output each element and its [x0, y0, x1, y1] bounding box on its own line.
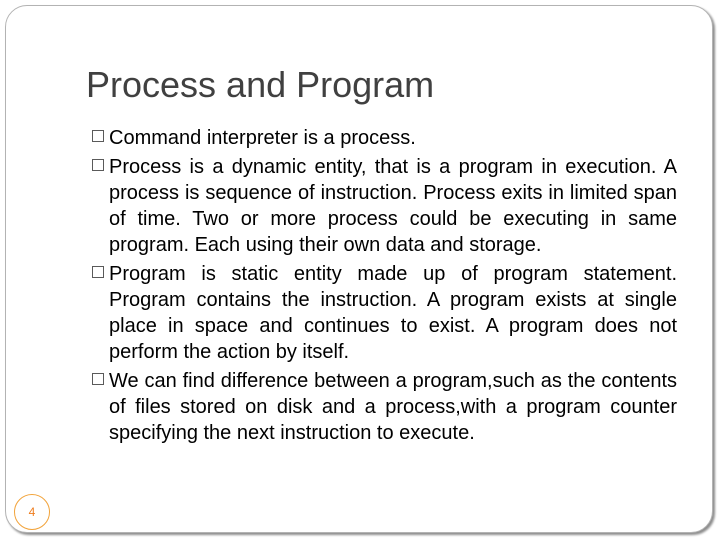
bullet-item: [92, 154, 677, 258]
page-number: 4: [28, 505, 36, 519]
bullet-item: [92, 125, 677, 151]
bullet-text: We can find difference between a program,such as the contents of files stored on disk and a process,with a program counter specifying the next instruction to execute.: [109, 370, 677, 444]
bullet-text: Command interpreter is a process.: [109, 127, 416, 149]
checkbox-bullet-icon: [92, 159, 104, 171]
slide-title: Process and Program: [86, 64, 435, 105]
slide-frame: [5, 5, 713, 533]
checkbox-bullet-icon: [92, 373, 104, 385]
page-number-badge: [14, 494, 50, 530]
checkbox-bullet-icon: [92, 130, 104, 142]
bullet-text: Program is static entity made up of program statement. Program contains the instruction. A program exists at single place in space and continues to exist. A program does not perform the action by itself.: [109, 263, 677, 363]
checkbox-bullet-icon: [92, 266, 104, 278]
bullet-text: Process is a dynamic entity, that is a program in execution. A process is sequence of instruction. Process exits in limited span of time. Two or more process could be executing in same program. Each using their own data and storage.: [109, 156, 677, 256]
bullet-item: [92, 261, 677, 365]
bullet-list: [92, 125, 677, 449]
bullet-item: [92, 368, 677, 446]
